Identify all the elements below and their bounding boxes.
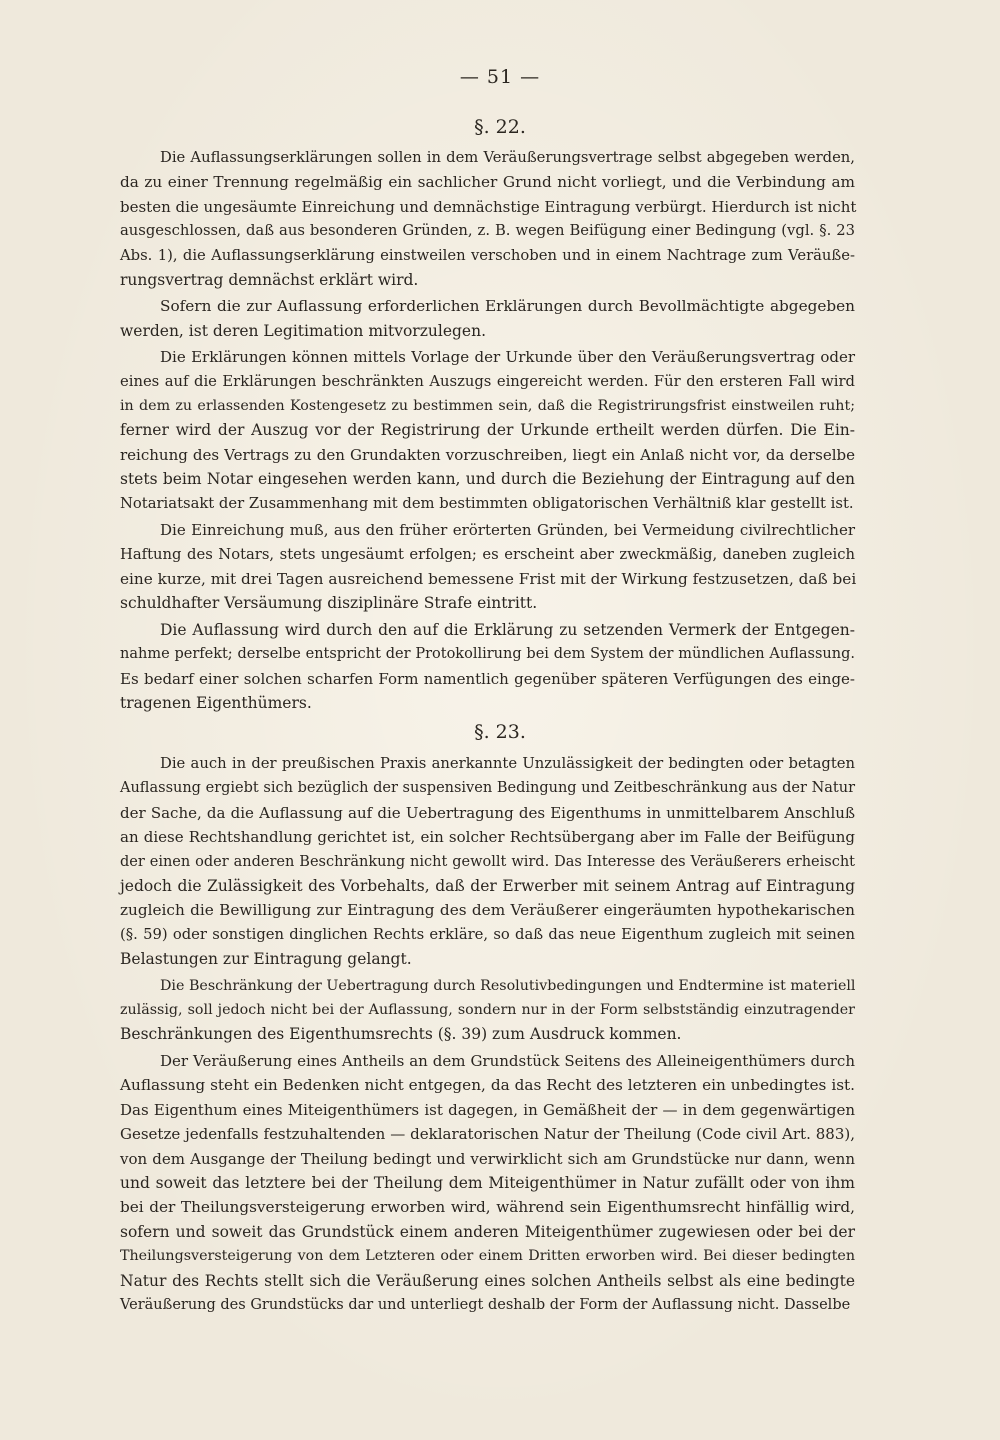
text-line: an diese Rechtshandlung gerichtet ist, ein solcher Rechtsübergang aber im Falle der Beifügung xyxy=(120,828,855,847)
text-line: Der Veräußerung eines Antheils an dem Grundstück Seitens des Alleineigenthümers durch xyxy=(160,1051,855,1070)
text-line: nahme perfekt; derselbe entspricht der Protokollirung bei dem System der mündlichen Auflassung. xyxy=(120,646,855,663)
text-line: Das Eigenthum eines Miteigenthümers ist dagegen, in Gemäßheit der — in dem gegenwärtigen xyxy=(120,1100,855,1119)
paragraph xyxy=(120,345,855,516)
text-line: Die Einreichung muß, aus den früher erörterten Gründen, bei Vermeidung civilrechtlicher xyxy=(160,521,855,540)
text-line: Auflassung steht ein Bedenken nicht entgegen, da das Recht des letzteren ein unbedingtes ist. xyxy=(120,1076,855,1095)
section-body-23 xyxy=(120,752,855,1319)
text-line: Auflassung ergiebt sich bezüglich der suspensiven Bedingung und Zeitbeschränkung aus der Natur xyxy=(120,780,855,797)
text-line: Belastungen zur Eintragung gelangt. xyxy=(120,950,412,969)
text-line: (§. 59) oder sonstigen dinglichen Rechts erkläre, so daß das neue Eigenthum zugleich mit seinen xyxy=(120,925,855,943)
text-line: der einen oder anderen Beschränkung nicht gewollt wird. Das Interesse des Veräußerers erheischt xyxy=(120,853,855,870)
text-line: Sofern die zur Auflassung erforderlichen Erklärungen durch Bevollmächtigte abgegeben xyxy=(160,297,855,316)
text-line: sofern und soweit das Grundstück einem anderen Miteigenthümer zugewiesen oder bei der xyxy=(120,1222,855,1241)
paragraph xyxy=(120,294,855,343)
text-line: Es bedarf einer solchen scharfen Form namentlich gegenüber späteren Verfügungen des einge- xyxy=(120,669,855,688)
text-line: Notariatsakt der Zusammenhang mit dem bestimmten obligatorischen Verhältniß klar gestellt ist. xyxy=(120,494,854,512)
text-line: und soweit das letztere bei der Theilung dem Miteigenthümer in Natur zufällt oder von ihm xyxy=(120,1173,855,1192)
text-line: stets beim Notar eingesehen werden kann, und durch die Beziehung der Eintragung auf den xyxy=(120,470,855,489)
paragraph xyxy=(120,974,855,1047)
text-line: ferner wird der Auszug vor der Registrirung der Urkunde ertheilt werden dürfen. Die Ein- xyxy=(120,421,855,440)
paragraph xyxy=(120,752,855,972)
section-title-23: §. 23. xyxy=(474,721,526,743)
text-line: ausgeschlossen, daß aus besonderen Gründen, z. B. wegen Beifügung einer Bedingung (vgl. §. 23 xyxy=(120,222,855,240)
text-line: zugleich die Bewilligung zur Eintragung des dem Veräußerer eingeräumten hypothekarischen xyxy=(120,901,855,920)
text-line: Beschränkungen des Eigenthumsrechts (§. 39) zum Ausdruck kommen. xyxy=(120,1025,682,1044)
paragraph xyxy=(120,1049,855,1317)
text-line: reichung des Vertrags zu den Grundakten vorzuschreiben, liegt ein Anlaß nicht vor, da derselbe xyxy=(120,445,855,464)
text-line: Veräußerung des Grundstücks dar und unterliegt deshalb der Form der Auflassung nicht. Dasselbe xyxy=(120,1296,851,1313)
text-line: der Sache, da die Auflassung auf die Uebertragung des Eigenthums in unmittelbarem Anschluß xyxy=(120,803,855,822)
text-line: da zu einer Trennung regelmäßig ein sachlicher Grund nicht vorliegt, und die Verbindung am xyxy=(120,173,855,192)
text-line: besten die ungesäumte Einreichung und demnächstige Eintragung verbürgt. Hierdurch ist nicht xyxy=(120,197,857,216)
text-line: Haftung des Notars, stets ungesäumt erfolgen; es erscheint aber zweckmäßig, daneben zugleich xyxy=(120,545,855,563)
text-line: Die Auflassungserklärungen sollen in dem Veräußerungsvertrage selbst abgegeben werden, xyxy=(160,149,855,166)
text-line: Die auch in der preußischen Praxis anerkannte Unzulässigkeit der bedingten oder betagten xyxy=(160,755,855,772)
page-number: — 51 — xyxy=(459,66,541,88)
text-line: werden, ist deren Legitimation mitvorzulegen. xyxy=(120,321,486,340)
text-line: Gesetze jedenfalls festzuhaltenden — deklaratorischen Natur der Theilung (Code civil Art. 883), xyxy=(120,1125,855,1144)
text-line: Natur des Rechts stellt sich die Veräußerung eines solchen Antheils selbst als eine bedingte xyxy=(120,1271,855,1290)
text-line: eines auf die Erklärungen beschränkten Auszugs eingereicht werden. Für den ersteren Fall wird xyxy=(120,372,855,390)
text-line: Abs. 1), die Auflassungserklärung einstweilen verschoben und in einem Nachtrage zum Veräuße- xyxy=(120,246,855,264)
text-line: jedoch die Zulässigkeit des Vorbehalts, daß der Erwerber mit seinem Antrag auf Eintragung xyxy=(120,877,855,896)
section-body-22 xyxy=(120,146,855,717)
text-line: Die Beschränkung der Uebertragung durch Resolutivbedingungen und Endtermine ist materiell xyxy=(160,977,856,994)
text-line: eine kurze, mit drei Tagen ausreichend bemessene Frist mit der Wirkung festzusetzen, daß bei xyxy=(120,569,857,588)
paragraph xyxy=(120,146,855,292)
text-line: rungsvertrag demnächst erklärt wird. xyxy=(120,271,419,290)
text-line: Die Erklärungen können mittels Vorlage der Urkunde über den Veräußerungsvertrag oder xyxy=(160,348,855,367)
text-line: bei der Theilungsversteigerung erworben wird, während sein Eigenthumsrecht hinfällig wird, xyxy=(120,1198,855,1217)
text-line: Theilungsversteigerung von dem Letzteren oder einem Dritten erworben wird. Bei dieser bedingten xyxy=(120,1248,855,1265)
text-line: von dem Ausgange der Theilung bedingt und verwirklicht sich am Grundstücke nur dann, wenn xyxy=(120,1149,855,1168)
paragraph xyxy=(120,618,855,716)
text-line: zulässig, soll jedoch nicht bei der Auflassung, sondern nur in der Form selbstständig einzutragender xyxy=(120,1002,855,1019)
text-line: schuldhafter Versäumung disziplinäre Strafe eintritt. xyxy=(120,594,538,613)
text-line: in dem zu erlassenden Kostengesetz zu bestimmen sein, daß die Registrirungsfrist einstweilen ruht; xyxy=(120,398,855,415)
paragraph xyxy=(120,518,855,616)
text-line: Die Auflassung wird durch den auf die Erklärung zu setzenden Vermerk der Entgegen- xyxy=(160,620,855,639)
text-line: tragenen Eigenthümers. xyxy=(120,693,312,712)
section-title-22: §. 22. xyxy=(474,116,526,138)
